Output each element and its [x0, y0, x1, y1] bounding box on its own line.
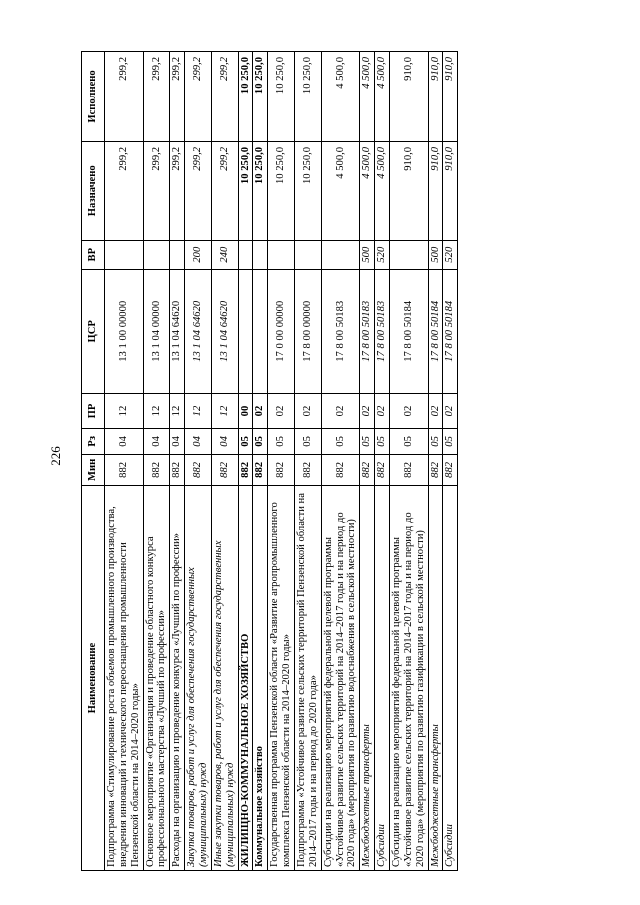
budget-table	[81, 51, 458, 871]
table-row	[321, 52, 360, 871]
cell-rz: 04	[211, 429, 238, 454]
cell-assigned: 10 250,0	[253, 141, 268, 240]
cell-pr: 02	[443, 393, 458, 428]
header-rz: Рз	[82, 429, 105, 454]
cell-executed: 10 250,0	[295, 52, 322, 142]
cell-name: Межбюджетные трансферты	[360, 486, 375, 871]
cell-rz: 05	[443, 429, 458, 454]
cell-min: 882	[211, 454, 238, 486]
cell-executed: 4 500,0	[360, 52, 375, 142]
header-executed: Исполнено	[82, 52, 105, 142]
table-row	[238, 52, 253, 871]
cell-rz: 05	[390, 429, 429, 454]
cell-executed: 299,2	[105, 52, 144, 142]
cell-vr: 240	[211, 240, 238, 269]
cell-assigned: 10 250,0	[238, 141, 253, 240]
cell-name: Иные закупки товаров, работ и услуг для обеспечения государственных (муниципальных) нужд	[211, 486, 238, 871]
cell-executed: 10 250,0	[253, 52, 268, 142]
cell-csr: 13 1 04 64620	[211, 269, 238, 393]
cell-assigned: 299,2	[105, 141, 144, 240]
header-csr: ЦСР	[82, 269, 105, 393]
cell-csr: 13 1 00 00000	[105, 269, 144, 393]
rotated-page-content	[81, 51, 587, 871]
cell-rz: 04	[170, 429, 185, 454]
cell-executed: 910,0	[428, 52, 443, 142]
cell-min: 882	[238, 454, 253, 486]
cell-vr: 520	[443, 240, 458, 269]
table-row	[253, 52, 268, 871]
cell-rz: 05	[428, 429, 443, 454]
cell-vr: 500	[428, 240, 443, 269]
header-assigned: Назначено	[82, 141, 105, 240]
cell-rz: 04	[185, 429, 212, 454]
cell-executed: 10 250,0	[238, 52, 253, 142]
cell-executed: 299,2	[211, 52, 238, 142]
cell-assigned: 299,2	[211, 141, 238, 240]
cell-csr	[253, 269, 268, 393]
cell-assigned: 299,2	[185, 141, 212, 240]
cell-assigned: 299,2	[170, 141, 185, 240]
page-number: 226	[48, 446, 63, 466]
cell-min: 882	[360, 454, 375, 486]
cell-pr: 02	[428, 393, 443, 428]
cell-vr	[390, 240, 429, 269]
cell-vr: 200	[185, 240, 212, 269]
cell-min: 882	[105, 454, 144, 486]
cell-pr: 02	[295, 393, 322, 428]
cell-csr: 17 0 00 00000	[268, 269, 295, 393]
header-name: Наименование	[82, 486, 105, 871]
cell-assigned: 4 500,0	[375, 141, 390, 240]
cell-name: Субсидии	[443, 486, 458, 871]
table-row	[143, 52, 170, 871]
cell-assigned: 10 250,0	[295, 141, 322, 240]
cell-vr: 520	[375, 240, 390, 269]
cell-min: 882	[390, 454, 429, 486]
table-row	[268, 52, 295, 871]
cell-pr: 02	[375, 393, 390, 428]
header-min: Мин	[82, 454, 105, 486]
cell-vr	[143, 240, 170, 269]
cell-min: 882	[185, 454, 212, 486]
cell-rz: 05	[268, 429, 295, 454]
cell-csr: 13 1 04 64620	[185, 269, 212, 393]
cell-vr	[170, 240, 185, 269]
cell-rz: 05	[375, 429, 390, 454]
cell-name: ЖИЛИЩНО-КОММУНАЛЬНОЕ ХОЗЯЙСТВО	[238, 486, 253, 871]
cell-executed: 299,2	[170, 52, 185, 142]
cell-assigned: 910,0	[390, 141, 429, 240]
cell-pr: 02	[360, 393, 375, 428]
cell-csr: 13 1 04 64620	[170, 269, 185, 393]
cell-name: Подпрограмма «Устойчивое развитие сельских территорий Пензенской области на 2014–2017 годы и на период до 2020 года»	[295, 486, 322, 871]
cell-name: Подпрограмма «Стимулирование роста объемов промышленного производства, внедрения инноваций и технического переоснащения промышленности Пензенской области на 2014–2020 годы»	[105, 486, 144, 871]
cell-min: 882	[268, 454, 295, 486]
cell-rz: 05	[253, 429, 268, 454]
cell-pr: 02	[253, 393, 268, 428]
table-row	[170, 52, 185, 871]
cell-pr: 02	[321, 393, 360, 428]
cell-csr: 17 8 00 50184	[443, 269, 458, 393]
header-pr: ПР	[82, 393, 105, 428]
table-row	[360, 52, 375, 871]
cell-csr: 17 8 00 50183	[321, 269, 360, 393]
cell-vr	[268, 240, 295, 269]
cell-executed: 10 250,0	[268, 52, 295, 142]
header-vr: ВР	[82, 240, 105, 269]
cell-rz: 04	[143, 429, 170, 454]
cell-assigned: 4 500,0	[321, 141, 360, 240]
cell-rz: 04	[105, 429, 144, 454]
cell-name: Закупка товаров, работ и услуг для обеспечения государственных (муниципальных) нужд	[185, 486, 212, 871]
table-row	[428, 52, 443, 871]
cell-csr	[238, 269, 253, 393]
cell-csr: 17 8 00 00000	[295, 269, 322, 393]
cell-min: 882	[170, 454, 185, 486]
cell-assigned: 10 250,0	[268, 141, 295, 240]
cell-name: Основное мероприятие «Организация и проведение областного конкурса профессионального мастерства «Лучший по профессии»	[143, 486, 170, 871]
cell-name: Государственная программа Пензенской области «Развитие агропромышленного комплекса Пензенской области на 2014–2020 годы»	[268, 486, 295, 871]
cell-executed: 4 500,0	[321, 52, 360, 142]
cell-vr	[253, 240, 268, 269]
cell-min: 882	[428, 454, 443, 486]
table-body	[105, 52, 458, 871]
cell-executed: 910,0	[443, 52, 458, 142]
table-row	[185, 52, 212, 871]
cell-min: 882	[143, 454, 170, 486]
cell-name: Межбюджетные трансферты	[428, 486, 443, 871]
cell-name: Коммунальное хозяйство	[253, 486, 268, 871]
table-header-row	[82, 52, 105, 871]
cell-name: Субсидии на реализацию мероприятий федеральной целевой программы «Устойчивое развитие сельских территорий на 2014–2017 годы и на период до 2020 года» (мероприятия по развитию водоснабжения в сельской местности)	[321, 486, 360, 871]
cell-name: Расходы на организацию и проведение конкурса «Лучший по профессии»	[170, 486, 185, 871]
cell-rz: 05	[238, 429, 253, 454]
cell-min: 882	[375, 454, 390, 486]
cell-pr: 00	[238, 393, 253, 428]
cell-pr: 02	[390, 393, 429, 428]
cell-assigned: 910,0	[428, 141, 443, 240]
cell-vr	[295, 240, 322, 269]
cell-csr: 13 1 04 00000	[143, 269, 170, 393]
cell-vr	[321, 240, 360, 269]
cell-rz: 05	[360, 429, 375, 454]
table-row	[443, 52, 458, 871]
cell-vr	[238, 240, 253, 269]
cell-vr: 500	[360, 240, 375, 269]
table-row	[211, 52, 238, 871]
cell-pr: 12	[170, 393, 185, 428]
cell-assigned: 910,0	[443, 141, 458, 240]
cell-pr: 02	[268, 393, 295, 428]
cell-name: Субсидии на реализацию мероприятий федеральной целевой программы «Устойчивое развитие сельских территорий на 2014–2017 годы и на период до 2020 года» (мероприятия по развитию газификации в сельской местности)	[390, 486, 429, 871]
cell-assigned: 4 500,0	[360, 141, 375, 240]
cell-rz: 05	[321, 429, 360, 454]
cell-csr: 17 8 00 50183	[360, 269, 375, 393]
cell-min: 882	[321, 454, 360, 486]
cell-min: 882	[253, 454, 268, 486]
cell-executed: 4 500,0	[375, 52, 390, 142]
table-row	[375, 52, 390, 871]
cell-assigned: 299,2	[143, 141, 170, 240]
cell-min: 882	[443, 454, 458, 486]
cell-csr: 17 8 00 50184	[390, 269, 429, 393]
cell-executed: 299,2	[185, 52, 212, 142]
cell-pr: 12	[211, 393, 238, 428]
cell-csr: 17 8 00 50184	[428, 269, 443, 393]
cell-executed: 299,2	[143, 52, 170, 142]
table-row	[105, 52, 144, 871]
cell-pr: 12	[185, 393, 212, 428]
cell-executed: 910,0	[390, 52, 429, 142]
cell-vr	[105, 240, 144, 269]
cell-rz: 05	[295, 429, 322, 454]
cell-pr: 12	[105, 393, 144, 428]
cell-csr: 17 8 00 50183	[375, 269, 390, 393]
cell-min: 882	[295, 454, 322, 486]
table-row	[295, 52, 322, 871]
cell-name: Субсидии	[375, 486, 390, 871]
table-row	[390, 52, 429, 871]
cell-pr: 12	[143, 393, 170, 428]
